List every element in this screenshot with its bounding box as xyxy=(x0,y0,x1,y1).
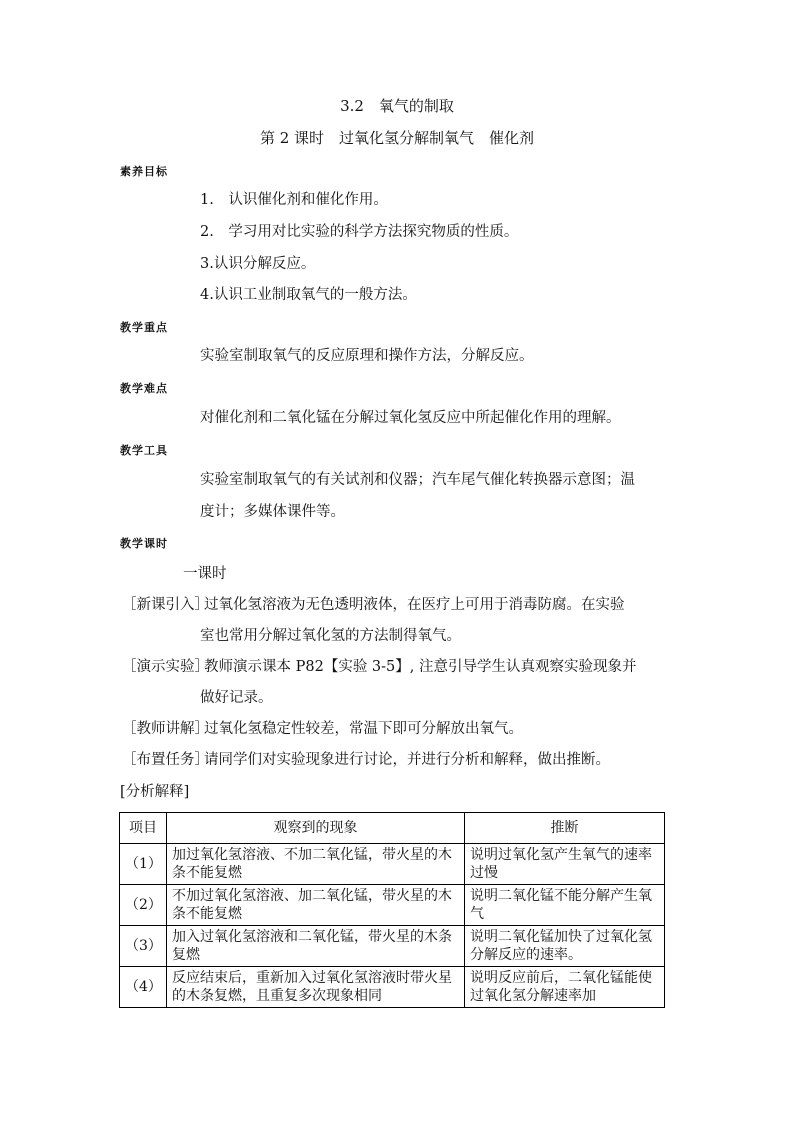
inference-cell: 说明二氧化锰加快了过氧化氢分解反应的速率。 xyxy=(465,926,665,967)
tools-text-line: 度计；多媒体课件等。 xyxy=(200,504,345,520)
key-text: 实验室制取氧气的反应原理和操作方法，分解反应。 xyxy=(200,348,534,364)
difficult-heading: 教学难点 xyxy=(120,382,168,395)
demo-label: ［演示实验］ xyxy=(122,659,209,675)
demo-text-line: 做好记录。 xyxy=(200,690,273,706)
table-row xyxy=(120,926,665,967)
goal-item: 2. 学习用对比实验的科学方法探究物质的性质。 xyxy=(200,224,519,240)
row-number: （2） xyxy=(120,885,167,926)
row-number: （3） xyxy=(120,926,167,967)
table-header-cell: 推断 xyxy=(465,813,665,844)
analysis-table xyxy=(119,812,665,1008)
demo-text-line: 教师演示课本 P82【实验 3-5】, 注意引导学生认真观察实验现象并 xyxy=(204,659,637,675)
intro-text-line: 室也常用分解过氧化氢的方法制得氧气。 xyxy=(200,628,461,644)
table-header-row xyxy=(120,813,665,844)
row-number: （4） xyxy=(120,967,167,1008)
table-header-cell: 观察到的现象 xyxy=(167,813,465,844)
intro-text-line: 过氧化氢溶液为无色透明液体，在医疗上可用于消毒防腐。在实验 xyxy=(204,597,625,613)
phenomenon-cell: 加过氧化氢溶液、不加二氧化锰，带火星的木条不能复燃 xyxy=(167,844,465,885)
tools-heading: 教学工具 xyxy=(120,444,168,457)
table-row xyxy=(120,967,665,1008)
goal-item: 1. 认识催化剂和催化作用。 xyxy=(200,192,388,208)
task-label: ［布置任务］ xyxy=(122,752,209,768)
goal-item: 3.认识分解反应。 xyxy=(200,256,316,272)
hours-text: 一课时 xyxy=(183,566,227,582)
table-row xyxy=(120,844,665,885)
teacher-text: 过氧化氢稳定性较差，常温下即可分解放出氧气。 xyxy=(204,721,523,737)
phenomenon-cell: 不加过氧化氢溶液、加二氧化锰，带火星的木条不能复燃 xyxy=(167,885,465,926)
row-number: （1） xyxy=(120,844,167,885)
table-row xyxy=(120,885,665,926)
table-header-cell: 项目 xyxy=(120,813,167,844)
goals-heading: 素养目标 xyxy=(120,165,168,178)
analysis-label: [分析解释] xyxy=(120,784,190,800)
hours-heading: 教学课时 xyxy=(120,537,168,550)
tools-text-line: 实验室制取氧气的有关试剂和仪器；汽车尾气催化转换器示意图；温 xyxy=(200,472,635,488)
inference-cell: 说明过氧化氢产生氧气的速率过慢 xyxy=(465,844,665,885)
inference-cell: 说明二氧化锰不能分解产生氧气 xyxy=(465,885,665,926)
difficult-text: 对催化剂和二氧化锰在分解过氧化氢反应中所起催化作用的理解。 xyxy=(200,410,621,426)
intro-label: ［新课引入］ xyxy=(122,597,209,613)
inference-cell: 说明反应前后，二氧化锰能使过氧化氢分解速率加 xyxy=(465,967,665,1008)
phenomenon-cell: 反应结束后，重新加入过氧化氢溶液时带火星的木条复燃，且重复多次现象相同 xyxy=(167,967,465,1008)
phenomenon-cell: 加入过氧化氢溶液和二氧化锰，带火星的木条复燃 xyxy=(167,926,465,967)
goal-item: 4.认识工业制取氧气的一般方法。 xyxy=(200,287,417,303)
teacher-label: ［教师讲解］ xyxy=(122,721,209,737)
key-heading: 教学重点 xyxy=(120,321,168,334)
page-subtitle: 第 2 课时 过氧化氢分解制氧气 催化剂 xyxy=(259,129,535,147)
task-text: 请同学们对实验现象进行讨论，并进行分析和解释，做出推断。 xyxy=(204,752,610,768)
page-title: 3.2 氧气的制取 xyxy=(340,97,454,115)
